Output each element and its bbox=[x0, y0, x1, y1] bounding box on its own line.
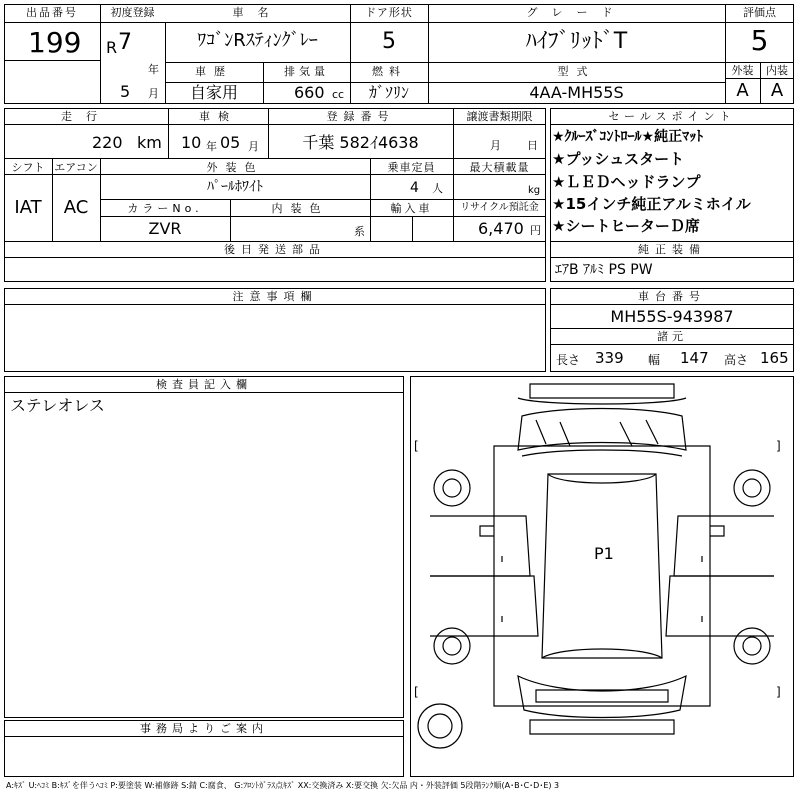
car-name-label: 車名 bbox=[232, 6, 283, 19]
height-label: 高さ bbox=[724, 353, 749, 367]
width-label: 幅 bbox=[648, 353, 661, 367]
inspection-label: 車検 bbox=[199, 110, 237, 123]
inspector-section bbox=[4, 376, 404, 718]
ext-color-label: 外装色 bbox=[206, 161, 264, 174]
sales-point-item: ★シートヒーターＤ席 bbox=[552, 217, 700, 235]
car-name: ﾜｺﾞﾝRｽﾃｨﾝｸﾞﾚｰ bbox=[197, 30, 318, 51]
car-outline-diagram bbox=[410, 376, 794, 777]
lot-no-label: 出品番号 bbox=[26, 6, 78, 19]
displacement-value: 660 bbox=[294, 83, 325, 102]
later-parts-label: 後日発送部品 bbox=[224, 243, 326, 256]
sales-points-label: セールスポイント bbox=[608, 110, 736, 123]
recycle-unit: 円 bbox=[530, 224, 541, 237]
history-value: 自家用 bbox=[189, 83, 238, 102]
chassis-label: 車台番号 bbox=[638, 290, 706, 303]
diagram-bracket: ] bbox=[776, 439, 781, 453]
length-value: 339 bbox=[595, 349, 624, 367]
mileage-unit: km bbox=[137, 133, 162, 152]
score-label: 評価点 bbox=[743, 6, 776, 19]
diagram-damage-mark: P1 bbox=[594, 544, 614, 563]
ext-color-value: ﾊﾟｰﾙﾎﾜｲﾄ bbox=[207, 179, 263, 195]
first-reg-label: 初度登録 bbox=[110, 6, 155, 19]
history-label: 車歴 bbox=[195, 65, 233, 78]
office-label: 事務局よりご案内 bbox=[140, 722, 268, 735]
era-year: 7 bbox=[118, 30, 132, 55]
height-value: 165 bbox=[760, 349, 789, 367]
dims-label: 諸元 bbox=[657, 330, 687, 343]
sales-point-item: ★ｸﾙｰｽﾞｺﾝﾄﾛｰﾙ★純正ﾏｯﾄ bbox=[552, 129, 704, 145]
shift-label: シフト bbox=[11, 161, 45, 174]
year-unit: 年 bbox=[148, 63, 159, 76]
equipment-value: ｴｱB ｱﾙﾐ PS PW bbox=[555, 262, 653, 278]
capacity-label: 乗車定員 bbox=[387, 161, 436, 174]
exterior-label: 外装 bbox=[731, 64, 754, 77]
model-label: 型式 bbox=[557, 65, 596, 78]
color-no-value: ZVR bbox=[148, 219, 182, 238]
grade-label: グレード bbox=[526, 6, 627, 19]
diagram-bracket: [ bbox=[414, 685, 419, 699]
reg-no-label: 登録番号 bbox=[326, 110, 395, 123]
inspector-note: ステレオレス bbox=[10, 396, 105, 415]
grade-value: ﾊｲﾌﾞﾘｯﾄﾞT bbox=[525, 29, 628, 54]
max-load-label: 最大積載量 bbox=[469, 161, 530, 174]
door-value: 5 bbox=[382, 29, 396, 54]
int-color-label: 内装色 bbox=[271, 202, 329, 215]
diagram-bracket: [ bbox=[414, 439, 419, 453]
recycle-value: 6,470 bbox=[478, 219, 524, 238]
era-letter: R bbox=[106, 38, 118, 57]
score-value: 5 bbox=[750, 24, 769, 57]
door-label: ドア形状 bbox=[365, 6, 413, 19]
interior-label: 内装 bbox=[766, 64, 788, 77]
transfer-month-unit: 月 bbox=[490, 139, 501, 152]
inspection-year-unit: 年 bbox=[206, 140, 217, 153]
sales-point-item: ★ＬＥＤヘッドランプ bbox=[552, 173, 701, 191]
damage-legend: A:ｷｽﾞ U:ﾍｺﾐ B:ｷｽﾞを伴うﾍｺﾐ P:要塗装 W:補修跡 S:錆 C:腐食、 G:ﾌﾛﾝﾄｶﾞﾗｽ点ｷｽﾞ XX:交換済み X:要交換 欠:欠品 内・外装評価 5段階ﾗﾝｸ順(A･B･C･D･E) 3 bbox=[6, 781, 560, 790]
ac-label: エアコン bbox=[54, 161, 98, 174]
inspection-year: 10 bbox=[181, 133, 202, 152]
import-label: 輸入車 bbox=[390, 202, 433, 215]
ac-value: AC bbox=[63, 197, 89, 218]
diagram-bracket: ] bbox=[776, 685, 781, 699]
width-value: 147 bbox=[680, 349, 709, 367]
notes-label: 注意事項欄 bbox=[232, 290, 318, 303]
reg-no-value: 千葉 582ｲ4638 bbox=[302, 133, 419, 152]
int-color-unit: 系 bbox=[354, 225, 365, 238]
color-no-label: カラーNo. bbox=[127, 202, 203, 215]
capacity-unit: 人 bbox=[432, 182, 443, 195]
sales-point-item: ★プッシュスタート bbox=[552, 150, 685, 168]
fuel-label: 燃料 bbox=[372, 65, 406, 78]
fuel-value: ｶﾞｿﾘﾝ bbox=[368, 83, 409, 102]
chassis-number: MH55S-943987 bbox=[610, 307, 734, 326]
inspection-month: 05 bbox=[220, 133, 241, 152]
model-value: 4AA-MH55S bbox=[529, 83, 624, 102]
exterior-grade: A bbox=[736, 80, 749, 101]
mileage-value: 220 bbox=[92, 133, 123, 152]
reg-month: 5 bbox=[120, 82, 131, 101]
displacement-unit: cc bbox=[332, 88, 345, 101]
transfer-day-unit: 日 bbox=[527, 139, 538, 152]
capacity-value: 4 bbox=[410, 180, 419, 196]
recycle-label: リサイクル預託金 bbox=[460, 202, 539, 213]
inspector-label: 検査員記入欄 bbox=[156, 378, 252, 391]
displacement-label: 排気量 bbox=[284, 65, 329, 78]
length-label: 長さ bbox=[556, 353, 581, 367]
month-unit: 月 bbox=[148, 87, 159, 100]
mileage-label: 走行 bbox=[61, 110, 111, 123]
interior-grade: A bbox=[770, 80, 784, 101]
equipment-label: 純正装備 bbox=[638, 243, 706, 256]
lot-no: 199 bbox=[28, 26, 82, 59]
sales-point-item: ★15インチ純正アルミホイル bbox=[552, 195, 751, 213]
max-load-unit: kg bbox=[528, 185, 541, 196]
inspection-month-unit: 月 bbox=[248, 140, 259, 153]
transfer-deadline-label: 譲渡書類期限 bbox=[466, 110, 533, 123]
shift-value: IAT bbox=[14, 197, 42, 218]
